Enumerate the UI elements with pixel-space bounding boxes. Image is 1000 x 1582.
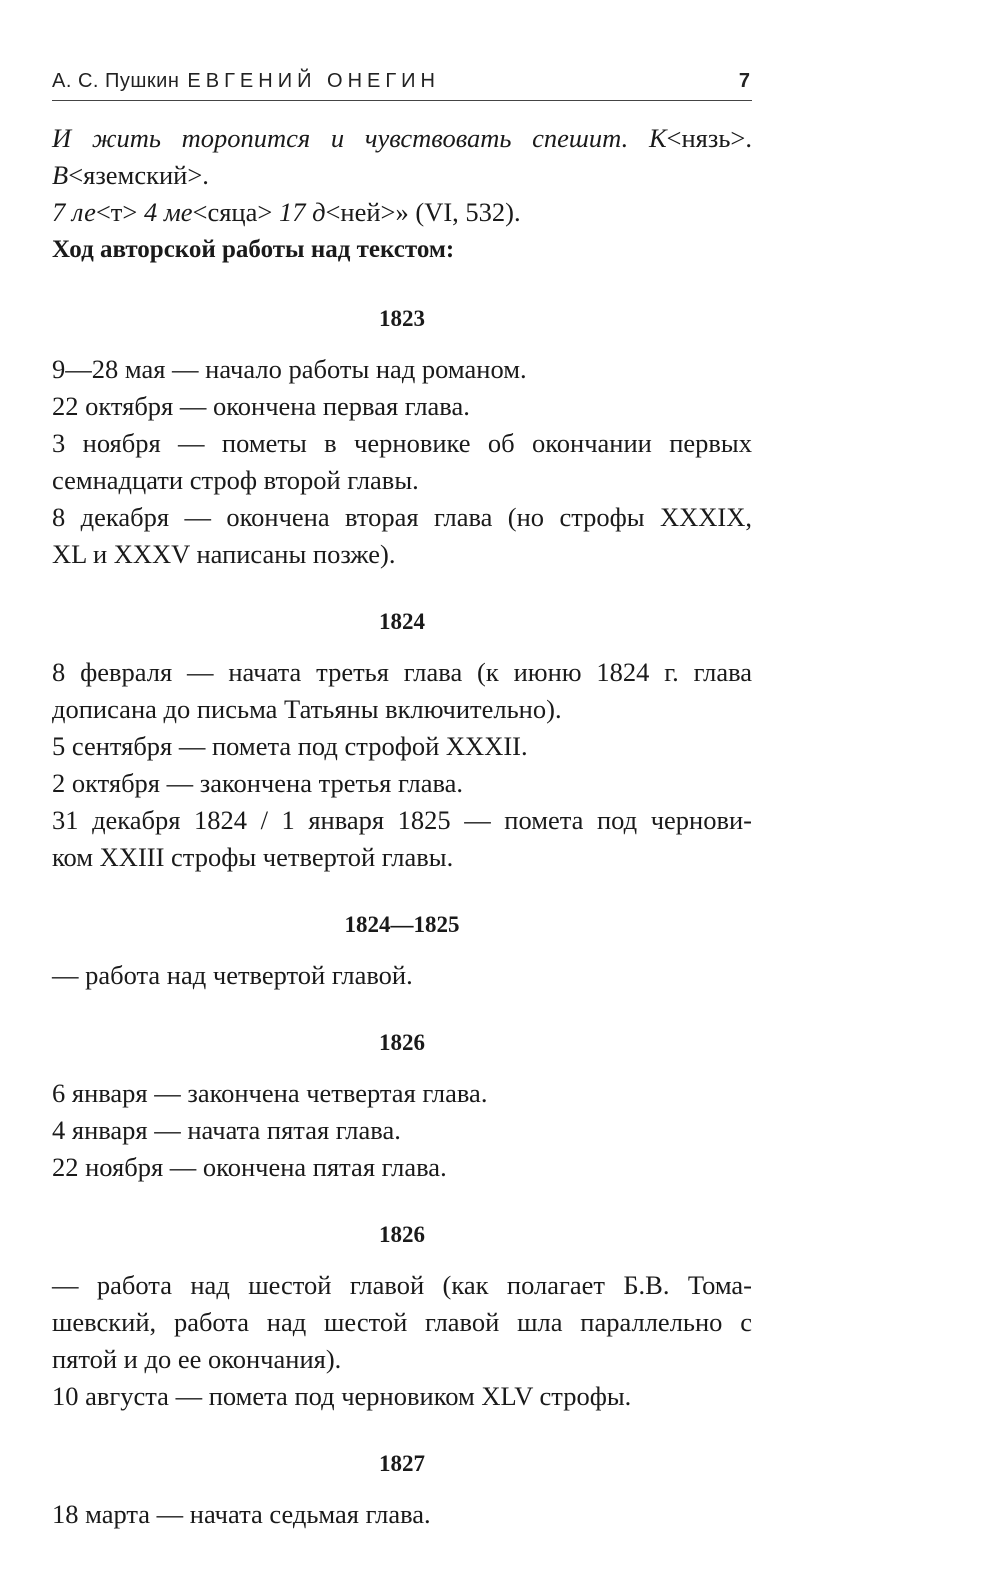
page-body xyxy=(52,120,752,1533)
header-author: А. С. Пушкин xyxy=(52,70,180,92)
entry-line: семнадцати строф второй главы. xyxy=(52,465,419,495)
entry-line: шевский, работа над шестой главой шла параллельно с xyxy=(52,1307,752,1337)
quote-line-1: И жить торопится и чувствовать спешит. К<нязь>. xyxy=(52,123,752,153)
entry: 18 марта — начата седьмая глава. xyxy=(52,1499,431,1529)
quote-line-2: В<яземский>. xyxy=(52,160,209,190)
header-book-title: ЕВГЕНИЙ ОНЕГИН xyxy=(187,70,440,92)
entry: 5 сентября — помета под строфой XXXII. xyxy=(52,731,528,761)
year-heading: 1824 xyxy=(379,609,425,634)
year-heading: 1827 xyxy=(379,1451,425,1476)
year-heading: 1826 xyxy=(379,1030,425,1055)
entry-line: 3 ноября — пометы в черновике об окончании первых xyxy=(52,428,752,458)
entry: 6 января — закончена четвертая глава. xyxy=(52,1078,488,1108)
entry: 10 августа — помета под черновиком XLV строфы. xyxy=(52,1381,632,1411)
entry-line: XL и XXXV написаны позже). xyxy=(52,539,396,569)
entry-line: 31 декабря 1824 / 1 января 1825 — помета под чернови- xyxy=(52,805,752,835)
section-heading: Ход авторской работы над текстом: xyxy=(52,236,455,263)
entry-line: 8 февраля — начата третья глава (к июню 1824 г. глава xyxy=(52,657,752,687)
year-heading: 1824—1825 xyxy=(344,912,460,937)
entry: — работа над четвертой главой. xyxy=(52,960,413,990)
entry-line: дописана до письма Татьяны включительно). xyxy=(52,694,562,724)
entry-line: ком XXIII строфы четвертой главы. xyxy=(52,842,454,872)
quote-line-3: 7 ле<т> 4 ме<сяца> 17 д<ней>» (VI, 532). xyxy=(52,197,521,227)
entry-line: 8 декабря — окончена вторая глава (но строфы XXXIX, xyxy=(52,502,752,532)
entry-line: пятой и до ее окончания). xyxy=(52,1344,342,1374)
header-author-title xyxy=(52,70,440,93)
entry: 2 октября — закончена третья глава. xyxy=(52,768,464,798)
page-number: 7 xyxy=(738,70,750,92)
entry: 22 октября — окончена первая глава. xyxy=(52,391,470,421)
year-heading: 1826 xyxy=(379,1222,425,1247)
entry: 4 января — начата пятая глава. xyxy=(52,1115,401,1145)
entry-line: — работа над шестой главой (как полагает Б.В. Тома- xyxy=(52,1270,752,1300)
entry: 9—28 мая — начало работы над романом. xyxy=(52,354,527,384)
year-heading: 1823 xyxy=(379,306,425,331)
running-header xyxy=(52,66,752,101)
entry: 22 ноября — окончена пятая глава. xyxy=(52,1152,447,1182)
